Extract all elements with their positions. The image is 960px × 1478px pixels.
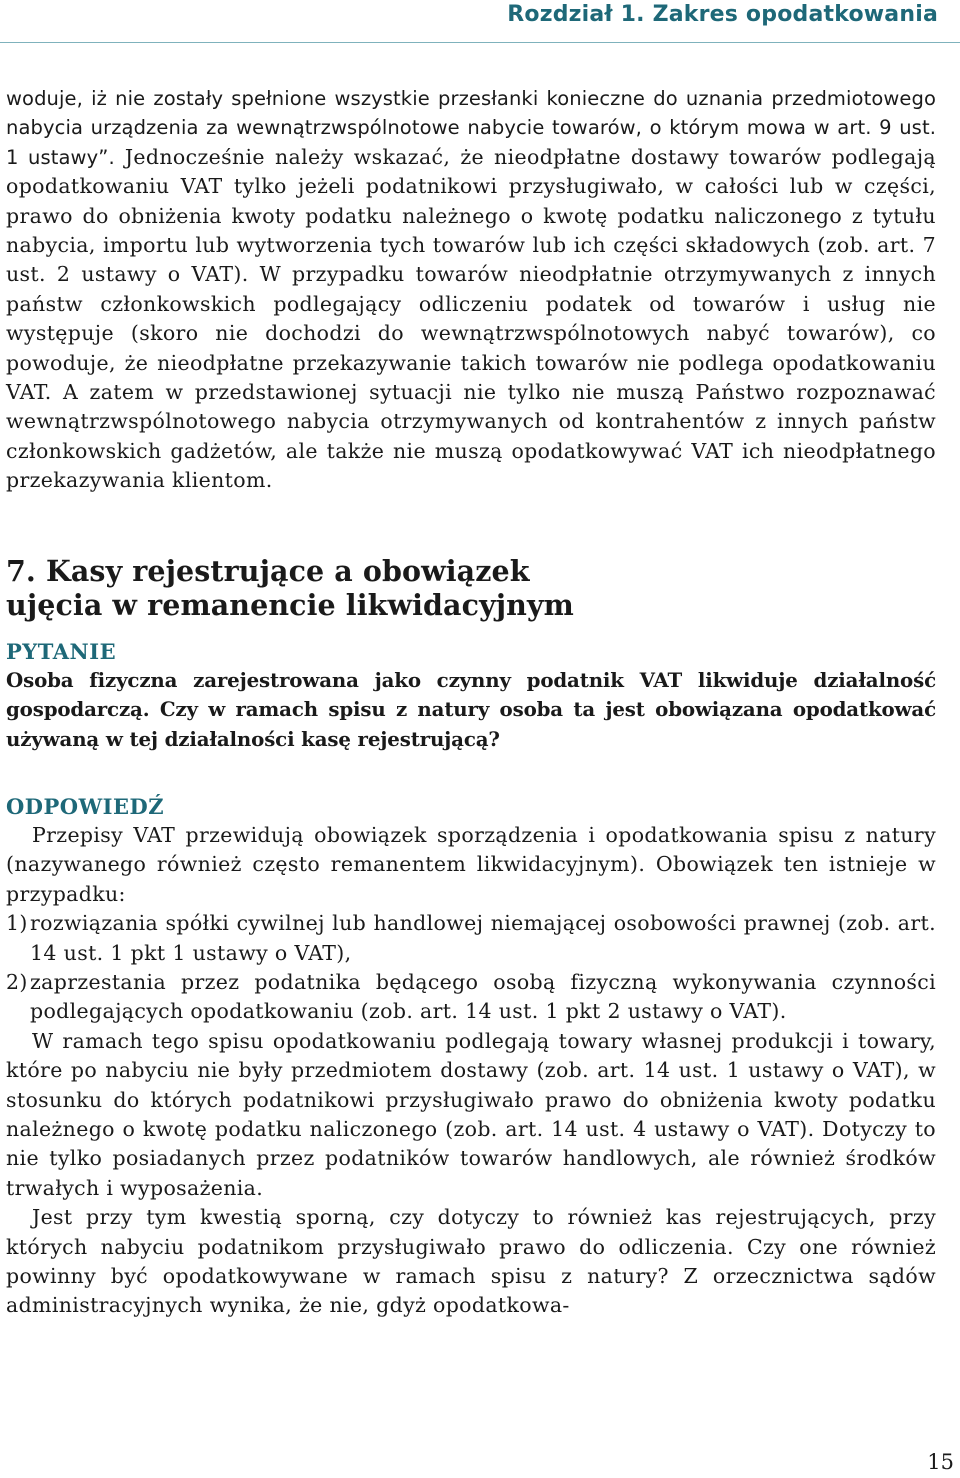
section-heading — [6, 554, 936, 622]
list-item-text: zaprzestania przez podatnika będącego osobą fizyczną wykonywania czynności podlegających opodatkowaniu (zob. art. 14 ust. 1 pkt 2 ustawy o VAT). — [30, 969, 936, 1024]
answer-list — [6, 909, 936, 1027]
running-head: Rozdział 1. Zakres opodatkowania — [507, 2, 938, 27]
list-marker: 1) — [6, 911, 28, 936]
answer-intro: Przepisy VAT przewidują obowiązek sporządzenia i opodatkowania spisu z natury (nazywanego również często remanentem likwidacyjnym). Obowiązek ten istnieje w przypadku: — [6, 822, 936, 906]
list-item-text: rozwiązania spółki cywilnej lub handlowej niemającej osobowości prawnej (zob. art. 14 ust. 1 pkt 1 ustawy o VAT), — [30, 911, 936, 965]
list-item — [6, 909, 936, 968]
question-text: Osoba fizyczna zarejestrowana jako czynny podatnik VAT likwiduje działalność gospodarczą. Czy w ramach spisu z natury osoba ta jest obowiązana opodatkować używaną w tej działalności kasę rejestrującą? — [6, 667, 936, 751]
intro-commentary: Jednocześnie należy wskazać, że nieodpłatne dostawy towarów podlegają opodatkowaniu VAT tylko jeżeli podatnikowi przysługiwało, w całości lub w części, prawo do obniżenia kwoty podatku należnego o kwotę podatku naliczonego z tytułu nabycia, importu lub wytworzenia tych towarów lub ich części składowych (zob. art. 7 ust. 2 ustawy o VAT). W przypadku towarów nieodpłatnie otrzymywanych z innych państw członkowskich podlegający odliczeniu podatek od towarów i usług nie występuje (skoro nie dochodzi do wewnątrzwspólnotowych nabyć towarów), co powoduje, że nieodpłatne przekazywanie takich towarów nie podlega opodatkowaniu VAT. A zatem w przedstawionej sytuacji nie tylko nie muszą Państwo rozpoznawać wewnątrzwspólnotowego nabycia otrzymywanych od kontrahentów z innych państw członkowskich gadżetów, ale także nie muszą opodatkowywać VAT ich nieodpłatnego przekazywania klientom. — [6, 144, 936, 493]
page-number: 15 — [927, 1450, 954, 1474]
body-text — [6, 84, 936, 1321]
question-label: PYTANIE — [6, 638, 117, 664]
intro-continued-quote: woduje, iż nie zostały spełnione wszystkie przesłanki konieczne do uznania przedmiotowego nabycia urządzenia za wewnątrzwspólnotowe nabycie towarów, o którym mowa w art. 9 ust. 1 ustawy”. — [6, 87, 936, 169]
header-rule — [0, 42, 960, 43]
section-number: 7. — [6, 553, 36, 588]
answer-paragraph-2: W ramach tego spisu opodatkowaniu podlegają towary własnej produkcji i towary, które po nabyciu nie były przedmiotem dostawy (zob. art. 14 ust. 1 ustawy o VAT), w stosunku do których podatnikowi przysługiwało prawo do obniżenia kwoty podatku należnego o kwotę podatku naliczonego (zob. art. 14 ust. 4 ustawy o VAT). Dotyczy to nie tylko posiadanych przez podatników towarów handlowych, ale również środków trwałych i wyposażenia. — [6, 1028, 936, 1200]
answer-paragraph-3: Jest przy tym kwestią sporną, czy dotyczy to również kas rejestrujących, przy których nabyciu podatnikom przysługiwało prawo do odliczenia. Czy one również powinny być opodatkowywane w ramach spisu z natury? Z orzecznictwa sądów administracyjnych wynika, że nie, gdyż opodatkowa- — [6, 1205, 936, 1318]
intro-paragraph — [6, 84, 936, 496]
list-marker: 2) — [6, 969, 28, 994]
section-title-line1: Kasy rejestrujące a obowiązek — [45, 553, 530, 588]
answer-label: ODPOWIEDŹ — [6, 793, 165, 819]
section-title-line2: ujęcia w remanencie likwidacyjnym — [6, 587, 574, 622]
list-item — [6, 968, 936, 1027]
